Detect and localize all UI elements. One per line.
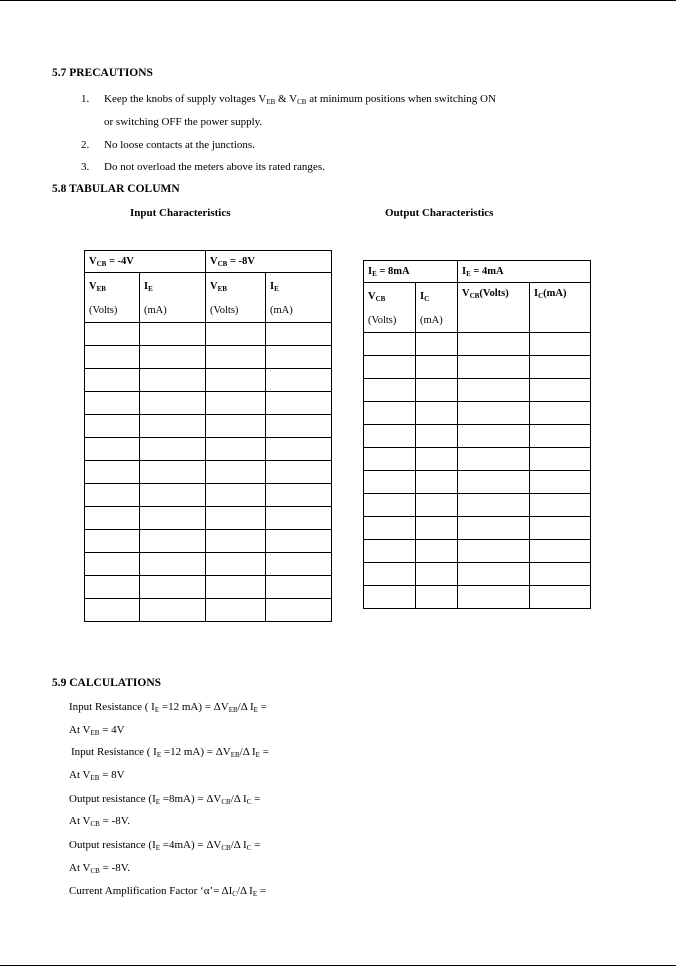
input-table-row [85,438,332,461]
input-table-row [85,553,332,576]
output-table-row [364,425,591,448]
top-rule [0,0,676,1]
input-group-vcb-4v: $V_{CB} = -4V$ [85,251,206,273]
calc-line-2: At $V_{EB} = 4V$ [69,724,125,737]
precaution-item-1-line-2: or switching OFF the power supply. [104,116,263,128]
input-table-row [85,461,332,484]
input-characteristics-table [84,250,332,622]
input-group-vcb-8v: $V_{CB} = -8V$ [206,251,332,273]
output-table-row [364,402,591,425]
calc-line-9: Current Amplification Factor ‘α’= $\Delta I_C/\Delta$ $I_E$ = [69,885,267,898]
input-col-veb-2: $V_{EB}$ (Volts) [206,273,266,323]
precaution-item-2: No loose contacts at the junctions. [104,139,255,151]
output-group-ie-8ma: $I_E = 8mA$ [364,261,458,283]
input-table-row [85,323,332,346]
precaution-item-2-number: 2. [81,139,90,151]
output-table-row [364,494,591,517]
input-table-row [85,392,332,415]
output-table-row [364,563,591,586]
precautions-heading: 5.7 PRECAUTIONS [52,67,153,79]
output-col-vcb-1: $V_{CB}$ (Volts) [364,283,416,333]
calc-line-4: At $V_{EB} = 8V$ [69,769,125,782]
tabular-column-heading: 5.8 TABULAR COLUMN [52,183,180,195]
input-col-ie-2: $I_E$ (mA) [266,273,332,323]
bottom-rule [0,965,676,966]
input-table-row [85,576,332,599]
output-table-row [364,517,591,540]
input-table-row [85,530,332,553]
calc-line-3: Input Resistance ( $I_E =12$ $mA) = \Delta V_{EB}/\Delta$ $I_E$ = [71,746,269,759]
input-table-row [85,599,332,622]
calc-line-8: At $V_{CB} = -8V$. [69,862,130,875]
output-group-ie-4ma: $I_E = 4mA$ [458,261,591,283]
output-characteristics-table [363,260,591,609]
precaution-item-1-line-1: Keep the knobs of supply voltages $V_{EB}$ & $V_{CB}$ at minimum positions when switching ON [104,93,496,106]
calculations-heading: 5.9 CALCULATIONS [52,677,162,689]
input-col-ie-1: $I_E$ (mA) [140,273,206,323]
output-table-row [364,333,591,356]
output-characteristics-title: Output Characteristics [385,207,494,219]
input-col-veb-1: $V_{EB}$ (Volts) [85,273,140,323]
input-table-row [85,415,332,438]
precaution-item-3-number: 3. [81,161,90,173]
calc-line-1: Input Resistance ( $I_E =12$ $mA) = \Delta V_{EB}/\Delta$ $I_E$ = [69,701,267,714]
input-table-row [85,507,332,530]
input-table-row [85,484,332,507]
input-table-row [85,346,332,369]
output-col-ic-2: $I_C(mA)$ [530,283,591,333]
precaution-item-1-number: 1. [81,93,90,105]
input-characteristics-title: Input Characteristics [130,207,231,219]
output-table-row [364,471,591,494]
calc-line-5: Output resistance $(I_E =8mA) = \Delta V_{CB}/\Delta$ $I_C$ = [69,793,261,806]
input-table-row [85,369,332,392]
output-table-row [364,379,591,402]
output-table-row [364,448,591,471]
calc-line-7: Output resistance $(I_E =4mA) = \Delta V_{CB}/\Delta$ $I_C$ = [69,839,261,852]
output-table-row [364,356,591,379]
precaution-item-3: Do not overload the meters above its rated ranges. [104,161,325,173]
output-table-row [364,586,591,609]
output-col-vcb-2: $V_{CB}(Volts)$ [458,283,530,333]
calc-line-6: At $V_{CB} = -8V$. [69,815,130,828]
output-col-ic-1: $I_C$ (mA) [416,283,458,333]
output-table-row [364,540,591,563]
